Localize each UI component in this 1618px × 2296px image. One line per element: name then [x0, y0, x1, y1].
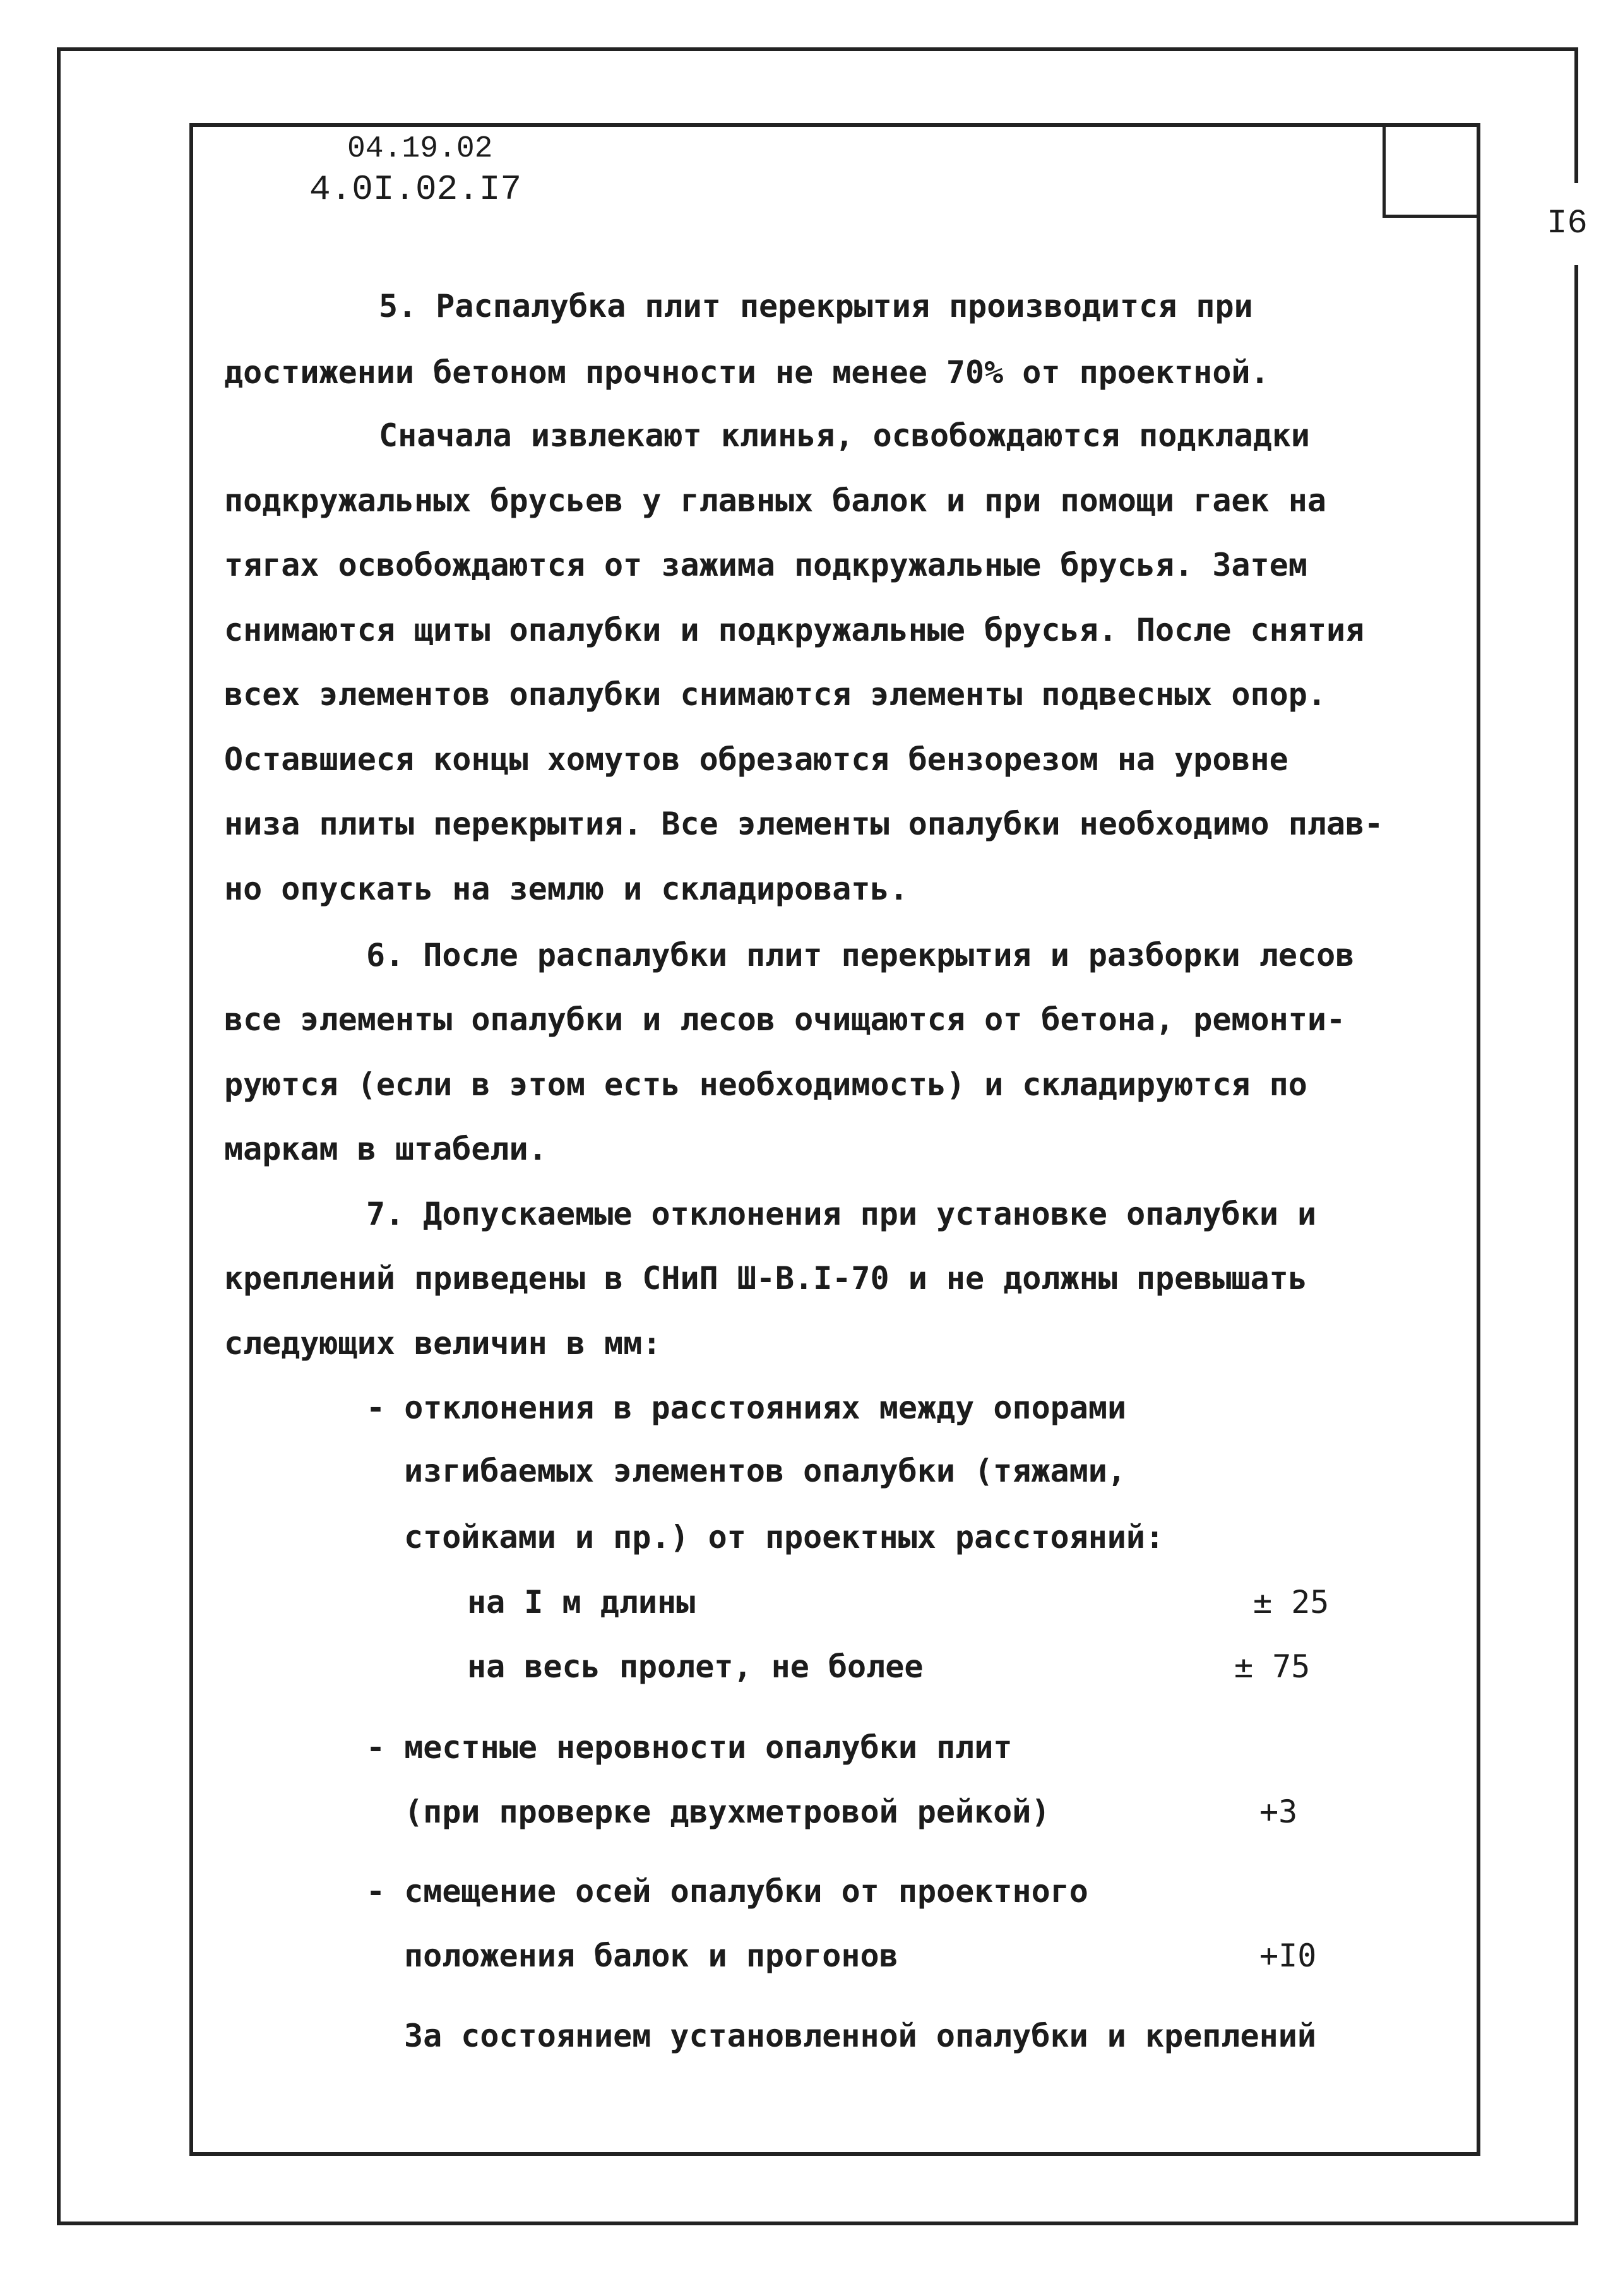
text-line: Оставшиеся концы хомутов обрезаются бензорезом на уровне: [224, 741, 1288, 778]
text-line: креплений приведены в СНиП Ш-В.I-70 и не должны превышать: [224, 1260, 1307, 1297]
text-line: все элементы опалубки и лесов очищаются от бетона, ремонти-: [224, 1001, 1346, 1038]
doc-code-handwritten: 04.19.02: [347, 132, 493, 166]
list-item: - местные неровности опалубки плит: [366, 1729, 1013, 1766]
text-line: стойками и пр.) от проектных расстояний:: [404, 1519, 1165, 1555]
text-line: маркам в штабели.: [224, 1131, 547, 1167]
text-line: 7. Допускаемые отклонения при установке опалубки и: [366, 1196, 1317, 1232]
page-number: I6: [1547, 205, 1588, 243]
text-line: низа плиты перекрытия. Все элементы опалубки необходимо плав-: [224, 806, 1384, 842]
tolerance-label: (при проверке двухметровой рейкой): [404, 1793, 1050, 1830]
text-line: снимаются щиты опалубки и подкружальные брусья. После снятия: [224, 612, 1365, 648]
list-item: - смещение осей опалубки от проектного: [366, 1873, 1088, 1910]
tolerance-value: ± 25: [1253, 1584, 1329, 1621]
text-line: тягах освобождаются от зажима подкружальные брусья. Затем: [224, 547, 1307, 583]
tolerance-value: +3: [1259, 1793, 1298, 1830]
tolerance-value: +I0: [1259, 1937, 1317, 1974]
tolerance-label: положения балок и прогонов: [404, 1937, 898, 1974]
text-line: Сначала извлекают клинья, освобождаются подкладки: [379, 417, 1311, 454]
doc-codes: [309, 129, 521, 210]
tolerance-label: на весь пролет, не более: [467, 1648, 924, 1685]
text-line: подкружальных брусьев у главных балок и при помощи гаек на: [224, 482, 1326, 519]
list-item: - отклонения в расстояниях между опорами: [366, 1389, 1127, 1426]
text-line: За состоянием установленной опалубки и креплений: [404, 2018, 1316, 2054]
text-line: изгибаемых элементов опалубки (тяжами,: [404, 1453, 1126, 1489]
text-line: 6. После распалубки плит перекрытия и разборки лесов: [366, 937, 1355, 973]
text-line: достижении бетоном прочности не менее 70% от проектной.: [224, 354, 1270, 391]
stamp-box: [1383, 123, 1480, 218]
text-line: 5. Распалубка плит перекрытия производится при: [379, 288, 1253, 324]
tolerance-value: ± 75: [1234, 1648, 1311, 1685]
text-line: следующих величин в мм:: [224, 1325, 662, 1362]
text-line: но опускать на землю и складировать.: [224, 871, 908, 907]
doc-code: 4.0I.02.I7: [309, 169, 522, 210]
text-line: всех элементов опалубки снимаются элементы подвесных опор.: [224, 676, 1326, 713]
text-line: руются (если в этом есть необходимость) и складируются по: [224, 1066, 1307, 1103]
tolerance-label: на I м длины: [467, 1584, 696, 1621]
